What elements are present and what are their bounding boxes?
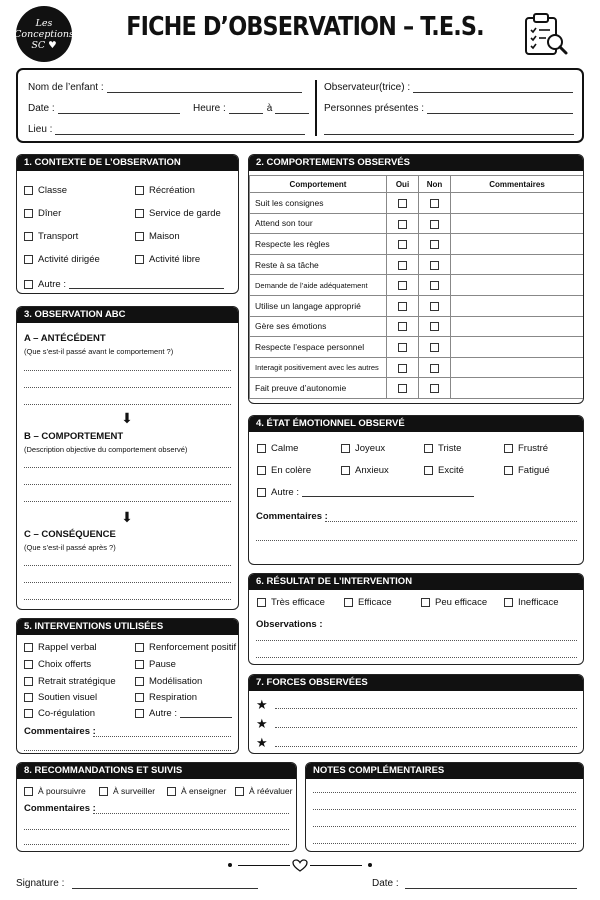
option-label: Maison — [149, 231, 180, 242]
result-option[interactable] — [421, 597, 487, 608]
option-label: Peu efficace — [435, 597, 488, 608]
table-row — [250, 295, 584, 316]
recommendation-option[interactable] — [167, 786, 226, 796]
comment-cell[interactable] — [451, 193, 584, 214]
option-label: Choix offerts — [38, 659, 92, 670]
no-checkbox[interactable] — [430, 281, 439, 290]
option-label: Dîner — [38, 208, 62, 219]
option-label: Frustré — [518, 443, 549, 454]
option-label: Modélisation — [149, 676, 203, 687]
consequence-line[interactable] — [24, 599, 231, 600]
emotional-section — [248, 415, 584, 565]
arrow-down-icon: ⬇ — [121, 509, 133, 525]
option-label: À surveiller — [113, 786, 156, 796]
checkbox[interactable] — [135, 232, 144, 241]
yes-checkbox[interactable] — [398, 322, 407, 331]
context-section — [16, 154, 239, 294]
intervention-option[interactable] — [135, 659, 176, 670]
yes-checkbox[interactable] — [398, 384, 407, 393]
checkbox[interactable] — [421, 598, 430, 607]
option-label: Renforcement positif — [149, 642, 237, 653]
option-label: Triste — [438, 443, 462, 454]
clipboard-search-icon — [522, 12, 570, 56]
observation-line[interactable] — [256, 640, 577, 641]
checkbox[interactable] — [167, 787, 176, 796]
divider-line — [310, 865, 362, 866]
result-option[interactable] — [504, 597, 559, 608]
checkbox[interactable] — [344, 598, 353, 607]
context-option[interactable] — [135, 254, 200, 265]
emotion-comment-line[interactable] — [325, 521, 577, 522]
antecedent-line[interactable] — [24, 370, 231, 371]
option-label: À réévaluer — [249, 786, 293, 796]
signature-label: Signature : — [16, 878, 65, 889]
star-icon: ★ — [256, 735, 268, 750]
checkbox[interactable] — [24, 280, 33, 289]
time-start-input[interactable] — [229, 105, 263, 114]
option-label: Autre : — [271, 487, 299, 498]
antecedent-title: A – ANTÉCÉDENT — [24, 333, 106, 344]
child-name-field[interactable] — [28, 82, 302, 93]
result-option[interactable] — [257, 597, 325, 608]
option-label: Rappel verbal — [38, 642, 97, 653]
heart-icon — [292, 859, 308, 872]
behavior-line[interactable] — [24, 484, 231, 485]
behavior-label: Respecte l’espace personnel — [250, 337, 387, 358]
column-header: Non — [419, 176, 451, 193]
comment-cell[interactable] — [451, 295, 584, 316]
identification-box — [16, 68, 584, 143]
emotion-option[interactable] — [341, 465, 389, 476]
recommendation-option[interactable] — [99, 786, 155, 796]
option-label: Efficace — [358, 597, 392, 608]
behavior-label: Interagit positivement avec les autres — [250, 357, 387, 378]
child-name-label: Nom de l’enfant : — [28, 82, 104, 93]
behavior-label: Gère ses émotions — [250, 316, 387, 337]
table-header-row — [250, 176, 584, 193]
column-header: Comportement — [250, 176, 387, 193]
checkbox[interactable] — [257, 444, 266, 453]
strengths-section — [248, 674, 584, 754]
emotion-other-option[interactable] — [257, 487, 474, 498]
recommendation-comment-line[interactable] — [24, 829, 289, 830]
intervention-other-input[interactable] — [180, 709, 232, 718]
child-name-input[interactable] — [107, 84, 302, 93]
checkbox[interactable] — [135, 186, 144, 195]
checkbox[interactable] — [504, 598, 513, 607]
checkbox[interactable] — [341, 466, 350, 475]
time-end-input[interactable] — [275, 105, 309, 114]
comment-cell[interactable] — [451, 316, 584, 337]
option-label: Autre : — [38, 279, 66, 290]
interventions-header: 5. INTERVENTIONS UTILISÉES — [17, 619, 238, 635]
behavior-subtitle: (Description objective du comportement observé) — [24, 445, 188, 454]
observer-input[interactable] — [413, 84, 573, 93]
behavior-line[interactable] — [24, 501, 231, 502]
comment-cell[interactable] — [451, 234, 584, 255]
option-label: Service de garde — [149, 208, 221, 219]
abc-header: 3. OBSERVATION ABC — [17, 307, 238, 323]
footer-date-field[interactable] — [372, 878, 577, 889]
context-option[interactable] — [135, 231, 180, 242]
strength-line[interactable] — [275, 746, 577, 747]
behaviors-table — [249, 175, 584, 399]
table-row — [250, 316, 584, 337]
yes-checkbox[interactable] — [398, 261, 407, 270]
result-section — [248, 573, 584, 665]
option-label: Récréation — [149, 185, 195, 196]
table-row — [250, 357, 584, 378]
behaviors-section — [248, 154, 584, 404]
behavior-label: Respecte les règles — [250, 234, 387, 255]
comment-cell[interactable] — [451, 275, 584, 296]
no-checkbox[interactable] — [430, 302, 439, 311]
checkbox[interactable] — [99, 787, 108, 796]
comment-cell[interactable] — [451, 378, 584, 399]
option-label: À poursuivre — [38, 786, 86, 796]
notes-line[interactable] — [313, 826, 576, 827]
context-option[interactable] — [135, 208, 221, 219]
checkbox[interactable] — [24, 709, 33, 718]
people-present-field[interactable] — [324, 103, 573, 114]
option-label: Anxieux — [355, 465, 389, 476]
logo-line-2: Conceptions — [14, 28, 74, 40]
emotion-comment-line[interactable] — [256, 540, 577, 541]
date-label: Date : — [28, 103, 55, 114]
time-label: Heure : — [193, 103, 226, 114]
checkbox[interactable] — [504, 444, 513, 453]
result-option[interactable] — [344, 597, 392, 608]
checkbox[interactable] — [135, 643, 144, 652]
no-checkbox[interactable] — [430, 240, 439, 249]
checkbox[interactable] — [24, 693, 33, 702]
table-row — [250, 275, 584, 296]
checkbox[interactable] — [257, 598, 266, 607]
heart-divider — [228, 860, 372, 870]
behaviors-header: 2. COMPORTEMENTS OBSERVÉS — [249, 155, 583, 171]
no-checkbox[interactable] — [430, 384, 439, 393]
interventions-comments-label: Commentaires : — [24, 726, 96, 737]
date-input[interactable] — [58, 105, 180, 114]
signature-field[interactable] — [16, 878, 258, 889]
behavior-label: Utilise un langage approprié — [250, 295, 387, 316]
comment-cell[interactable] — [451, 254, 584, 275]
option-label: Pause — [149, 659, 176, 670]
footer-date-label: Date : — [372, 878, 399, 889]
logo-line-3: SC ♥ — [31, 39, 57, 51]
behavior-label: Reste à sa tâche — [250, 254, 387, 275]
recommendation-option[interactable] — [24, 786, 86, 796]
people-present-label: Personnes présentes : — [324, 103, 425, 114]
intervention-option[interactable] — [24, 676, 116, 687]
time-to-label: à — [266, 103, 273, 114]
option-label: Inefficace — [518, 597, 559, 608]
strength-line[interactable] — [275, 727, 577, 728]
option-label: Autre : — [149, 708, 177, 719]
column-header: Commentaires — [451, 176, 584, 193]
comment-cell[interactable] — [451, 337, 584, 358]
dot-ornament — [368, 863, 372, 867]
option-label: Soutien visuel — [38, 692, 98, 703]
checkbox[interactable] — [341, 444, 350, 453]
checkbox[interactable] — [135, 693, 144, 702]
context-option[interactable] — [24, 231, 78, 242]
interventions-section — [16, 618, 239, 754]
intervention-option[interactable] — [24, 692, 97, 703]
signature-input[interactable] — [72, 880, 258, 889]
table-row — [250, 193, 584, 214]
recommendation-comment-line[interactable] — [93, 813, 289, 814]
context-option[interactable] — [24, 254, 100, 265]
option-label: Joyeux — [355, 443, 386, 454]
option-label: Respiration — [149, 692, 198, 703]
star-icon: ★ — [256, 697, 268, 712]
context-option[interactable] — [135, 185, 195, 196]
emotion-option[interactable] — [257, 465, 311, 476]
interventions-comment-line[interactable] — [24, 750, 231, 751]
option-label: Calme — [271, 443, 299, 454]
intervention-other-option[interactable] — [135, 708, 232, 719]
yes-checkbox[interactable] — [398, 199, 407, 208]
context-option[interactable] — [24, 185, 67, 196]
table-row — [250, 234, 584, 255]
context-other-input[interactable] — [69, 280, 224, 289]
emotion-comments-label: Commentaires : — [256, 511, 328, 522]
intervention-option[interactable] — [24, 642, 97, 653]
checkbox[interactable] — [135, 660, 144, 669]
result-header: 6. RÉSULTAT DE L’INTERVENTION — [249, 574, 583, 590]
emotion-option[interactable] — [341, 443, 385, 454]
table-row — [250, 378, 584, 399]
no-checkbox[interactable] — [430, 199, 439, 208]
people-present-line-2[interactable] — [324, 134, 574, 135]
interventions-comment-line[interactable] — [93, 736, 231, 737]
place-field[interactable] — [28, 124, 305, 135]
dot-ornament — [228, 863, 232, 867]
emotion-option[interactable] — [504, 465, 550, 476]
checkbox[interactable] — [257, 466, 266, 475]
no-checkbox[interactable] — [430, 364, 439, 373]
context-header: 1. CONTEXTE DE L’OBSERVATION — [17, 155, 238, 171]
option-label: Excité — [438, 465, 464, 476]
behavior-label: Fait preuve d’autonomie — [250, 378, 387, 399]
option-label: Fatigué — [518, 465, 550, 476]
behavior-title: B – COMPORTEMENT — [24, 431, 124, 442]
notes-header: NOTES COMPLÉMENTAIRES — [306, 763, 583, 779]
recommendations-header: 8. RECOMMANDATIONS ET SUIVIS — [17, 763, 296, 779]
place-label: Lieu : — [28, 124, 53, 135]
no-checkbox[interactable] — [430, 322, 439, 331]
star-icon: ★ — [256, 716, 268, 731]
antecedent-subtitle: (Que s’est-il passé avant le comportement ?) — [24, 347, 174, 356]
checkbox[interactable] — [24, 255, 33, 264]
emotion-other-input[interactable] — [302, 488, 474, 497]
consequence-title: C – CONSÉQUENCE — [24, 529, 116, 540]
strengths-header: 7. FORCES OBSERVÉES — [249, 675, 583, 691]
checkbox[interactable] — [135, 677, 144, 686]
yes-checkbox[interactable] — [398, 281, 407, 290]
observations-label: Observations : — [256, 619, 323, 630]
recommendations-comments-label: Commentaires : — [24, 803, 96, 814]
checkbox[interactable] — [135, 709, 144, 718]
option-label: Activité libre — [149, 254, 201, 265]
comment-cell[interactable] — [451, 213, 584, 234]
recommendation-comment-line[interactable] — [24, 844, 289, 845]
notes-line[interactable] — [313, 792, 576, 793]
column-header: Oui — [387, 176, 419, 193]
brand-logo — [16, 6, 72, 62]
checkbox[interactable] — [24, 643, 33, 652]
emotion-option[interactable] — [257, 443, 298, 454]
notes-section — [305, 762, 584, 852]
yes-checkbox[interactable] — [398, 364, 407, 373]
consequence-subtitle: (Que s’est-il passé après ?) — [24, 543, 116, 552]
place-input[interactable] — [55, 126, 305, 135]
observer-label: Observateur(trice) : — [324, 82, 411, 93]
context-other-option[interactable] — [24, 279, 224, 290]
emotional-header: 4. ÉTAT ÉMOTIONNEL OBSERVÉ — [249, 416, 583, 432]
time-field[interactable] — [193, 103, 309, 114]
no-checkbox[interactable] — [430, 261, 439, 270]
behavior-label: Demande de l’aide adéquatement — [250, 275, 387, 296]
checkbox[interactable] — [135, 209, 144, 218]
yes-checkbox[interactable] — [398, 343, 407, 352]
abc-section — [16, 306, 239, 610]
intervention-option[interactable] — [24, 708, 95, 719]
antecedent-line[interactable] — [24, 404, 231, 405]
option-label: À enseigner — [181, 786, 227, 796]
people-present-input[interactable] — [427, 105, 573, 114]
behavior-label: Attend son tour — [250, 213, 387, 234]
recommendation-option[interactable] — [235, 786, 292, 796]
checkbox[interactable] — [257, 488, 266, 497]
no-checkbox[interactable] — [430, 343, 439, 352]
emotion-option[interactable] — [504, 443, 548, 454]
checkbox[interactable] — [24, 209, 33, 218]
page-title: FICHE D’OBSERVATION – T.E.S. — [126, 12, 484, 42]
intervention-option[interactable] — [135, 676, 202, 687]
option-label: Retrait stratégique — [38, 676, 116, 687]
checkbox[interactable] — [424, 444, 433, 453]
checkbox[interactable] — [504, 466, 513, 475]
checkbox[interactable] — [24, 232, 33, 241]
option-label: Très efficace — [271, 597, 325, 608]
strength-line[interactable] — [275, 708, 577, 709]
notes-line[interactable] — [313, 843, 576, 844]
emotion-option[interactable] — [424, 443, 461, 454]
context-option[interactable] — [24, 208, 61, 219]
option-label: Activité dirigée — [38, 254, 100, 265]
option-label: En colère — [271, 465, 312, 476]
no-checkbox[interactable] — [430, 220, 439, 229]
yes-checkbox[interactable] — [398, 302, 407, 311]
arrow-down-icon: ⬇ — [121, 410, 133, 426]
checkbox[interactable] — [24, 677, 33, 686]
checkbox[interactable] — [424, 466, 433, 475]
consequence-line[interactable] — [24, 565, 231, 566]
antecedent-line[interactable] — [24, 387, 231, 388]
observation-line[interactable] — [256, 657, 577, 658]
recommendations-section — [16, 762, 297, 852]
consequence-line[interactable] — [24, 582, 231, 583]
intervention-option[interactable] — [135, 642, 236, 653]
checkbox[interactable] — [235, 787, 244, 796]
table-row — [250, 254, 584, 275]
emotion-option[interactable] — [424, 465, 464, 476]
option-label: Transport — [38, 231, 79, 242]
checkbox[interactable] — [24, 186, 33, 195]
checkbox[interactable] — [135, 255, 144, 264]
table-row — [250, 337, 584, 358]
notes-line[interactable] — [313, 809, 576, 810]
divider-line — [238, 865, 290, 866]
date-field[interactable] — [28, 103, 180, 114]
logo-line-1: Les — [35, 17, 53, 29]
vertical-divider — [315, 80, 317, 136]
behavior-line[interactable] — [24, 467, 231, 468]
observer-field[interactable] — [324, 82, 573, 93]
checkbox[interactable] — [24, 787, 33, 796]
yes-checkbox[interactable] — [398, 240, 407, 249]
yes-checkbox[interactable] — [398, 220, 407, 229]
footer-date-input[interactable] — [405, 880, 577, 889]
comment-cell[interactable] — [451, 357, 584, 378]
option-label: Classe — [38, 185, 68, 196]
intervention-option[interactable] — [135, 692, 197, 703]
behavior-label: Suit les consignes — [250, 193, 387, 214]
checkbox[interactable] — [24, 660, 33, 669]
table-row — [250, 213, 584, 234]
intervention-option[interactable] — [24, 659, 91, 670]
option-label: Co-régulation — [38, 708, 96, 719]
